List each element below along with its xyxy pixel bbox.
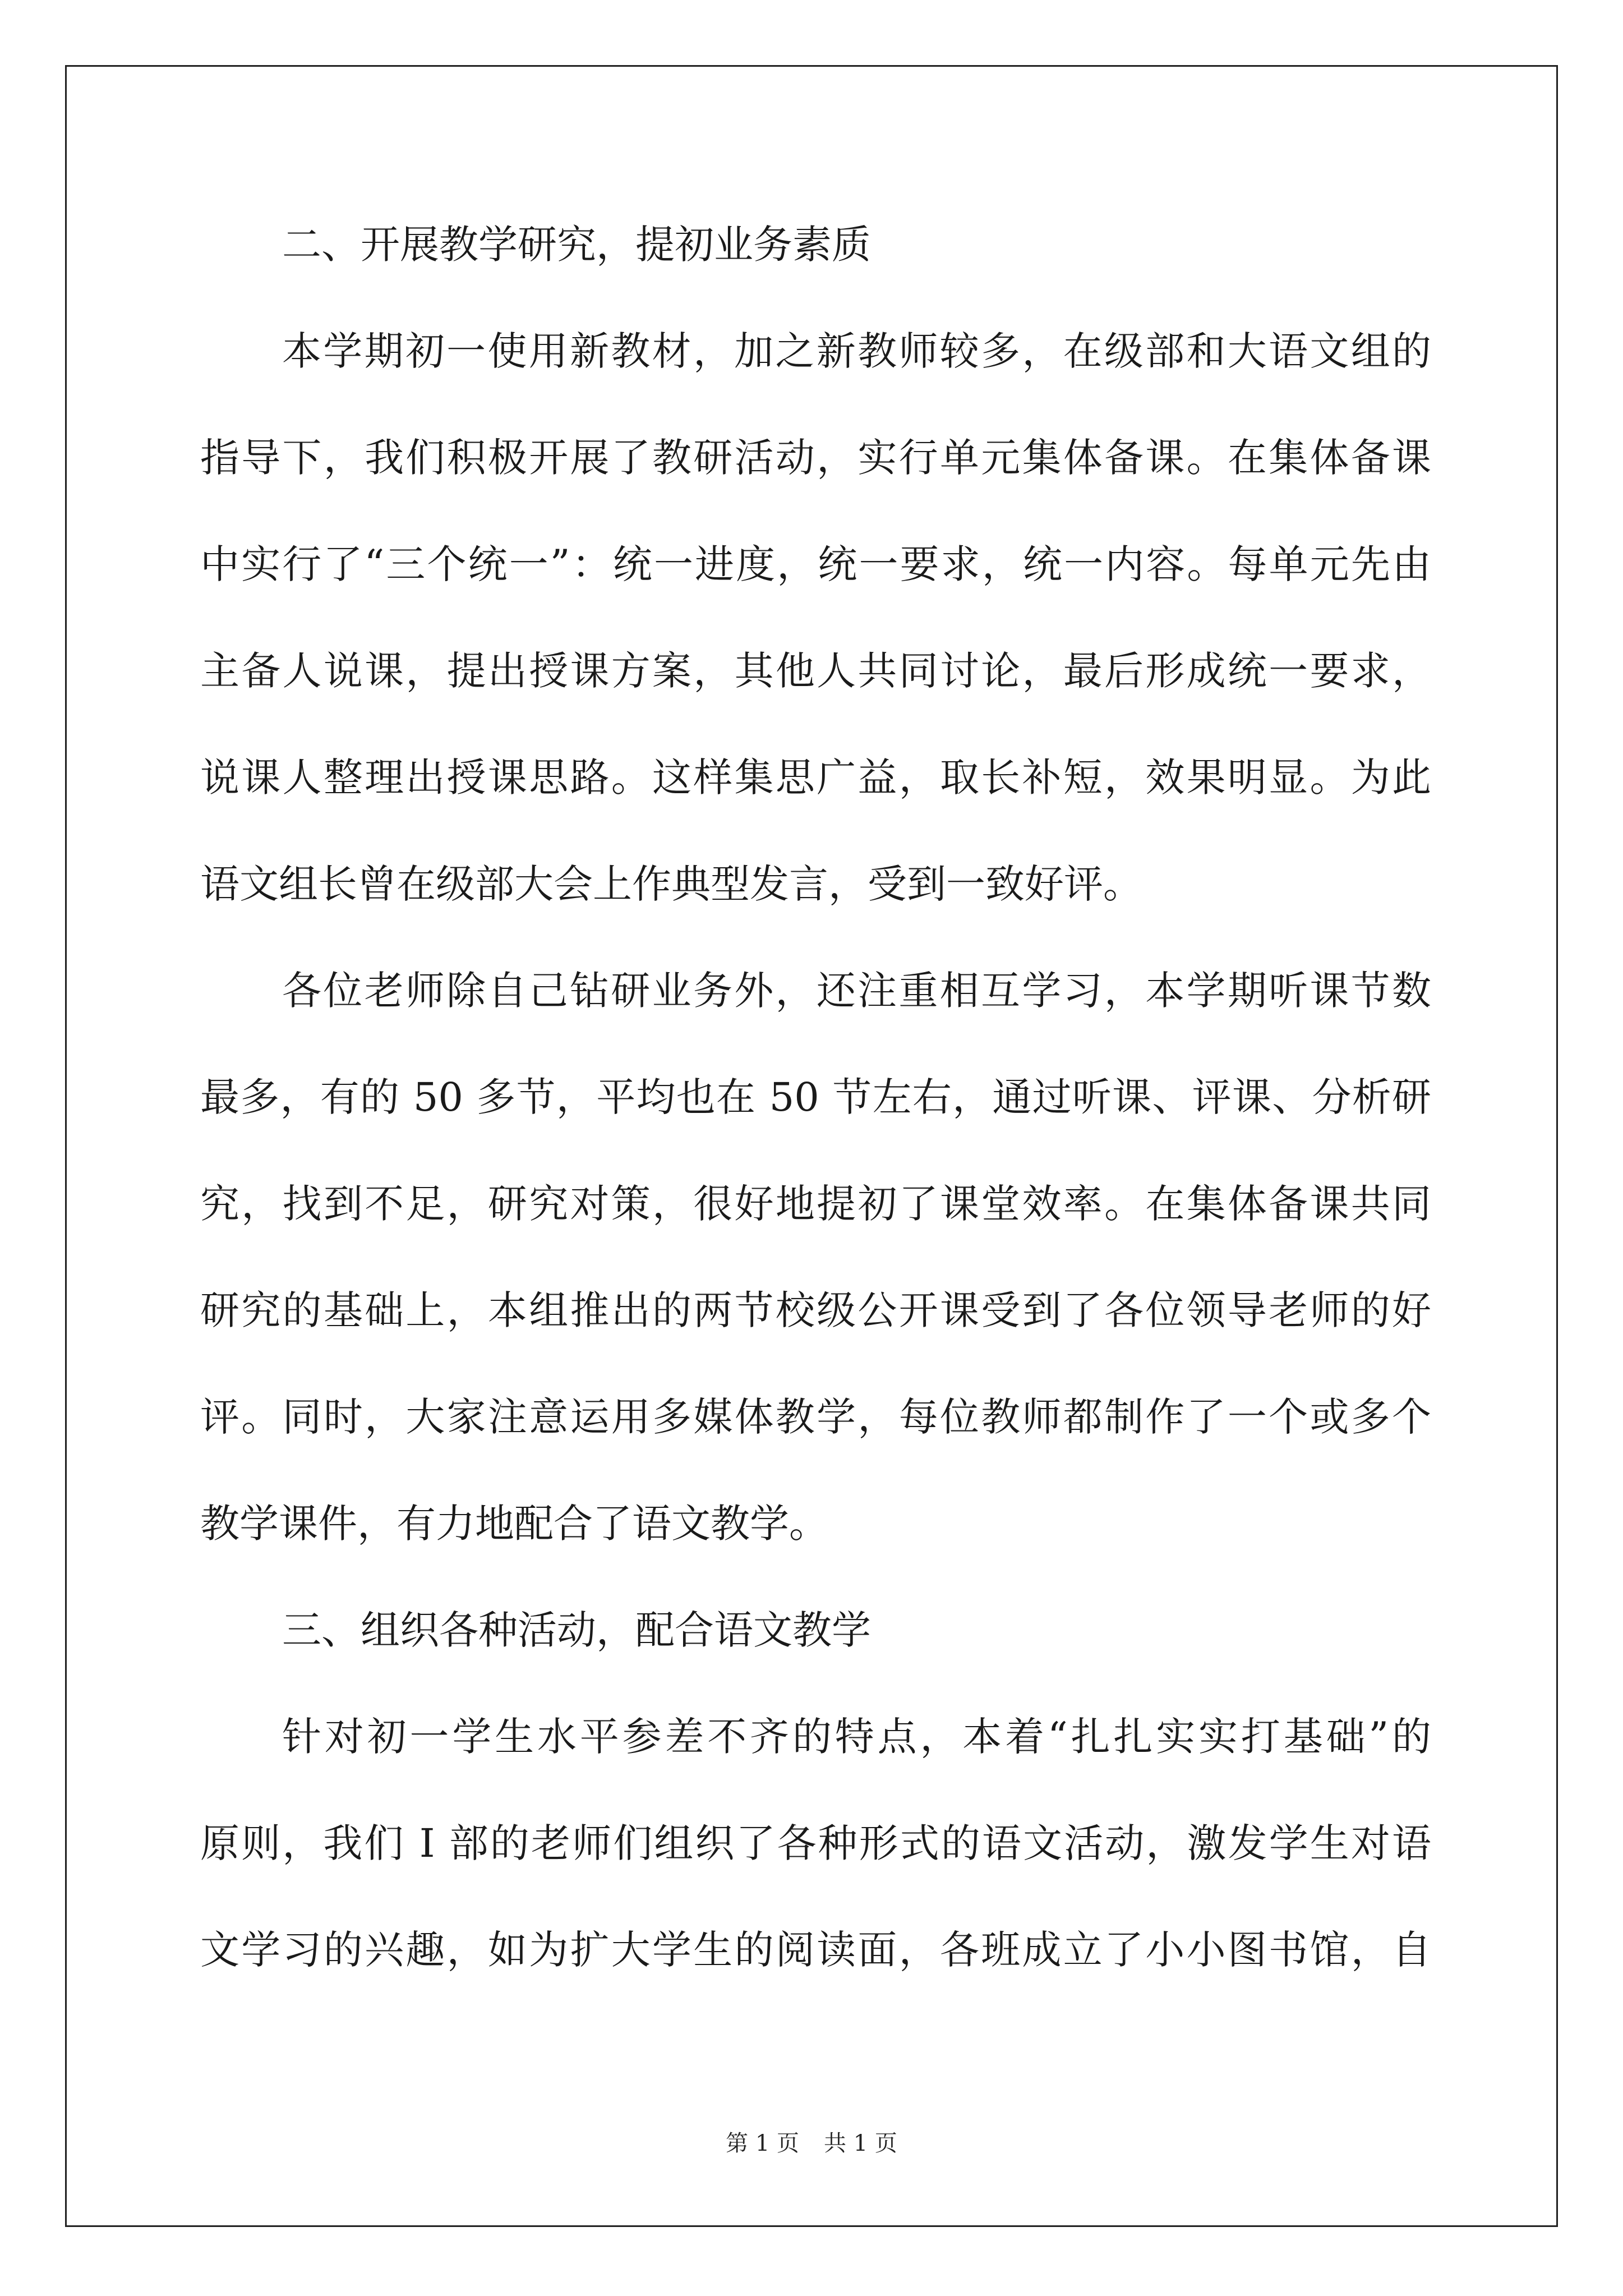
paragraph-line: 文学习的兴趣，如为扩大学生的阅读面，各班成立了小小图书馆，自 bbox=[200, 1927, 1431, 1973]
section-heading-2: 二、开展教学研究，提初业务素质 bbox=[282, 222, 871, 268]
paragraph-line: 究，找到不足，研究对策，很好地提初了课堂效率。在集体备课共同 bbox=[200, 1181, 1431, 1227]
paragraph-line: 主备人说课，提出授课方案，其他人共同讨论，最后形成统一要求， bbox=[200, 648, 1431, 694]
paragraph-line: 最多，有的 50 多节，平均也在 50 节左右，通过听课、评课、分析研 bbox=[200, 1074, 1431, 1120]
paragraph-line: 各位老师除自己钻研业务外，还注重相互学习，本学期听课节数 bbox=[282, 968, 1431, 1014]
paragraph-line: 评。同时，大家注意运用多媒体教学，每位教师都制作了一个或多个 bbox=[200, 1394, 1431, 1440]
page-number: 第 1 页 bbox=[726, 2131, 799, 2156]
paragraph-line: 原则，我们 I 部的老师们组织了各种形式的语文活动，激发学生对语 bbox=[200, 1820, 1431, 1866]
document-body bbox=[200, 211, 1431, 2023]
page-footer bbox=[0, 2127, 1623, 2160]
section-heading-3: 三、组织各种活动，配合语文教学 bbox=[282, 1607, 871, 1653]
paragraph-line: 研究的基础上，本组推出的两节校级公开课受到了各位领导老师的好 bbox=[200, 1287, 1431, 1333]
paragraph-line: 本学期初一使用新教材，加之新教师较多，在级部和大语文组的 bbox=[282, 328, 1431, 374]
paragraph-line: 针对初一学生水平参差不齐的特点，本着“扎扎实实打基础”的 bbox=[282, 1714, 1431, 1760]
paragraph-line: 指导下，我们积极开展了教研活动，实行单元集体备课。在集体备课 bbox=[200, 435, 1431, 481]
paragraph-line: 说课人整理出授课思路。这样集思广益，取长补短，效果明显。为此 bbox=[200, 754, 1431, 800]
paragraph-line: 语文组长曾在级部大会上作典型发言，受到一致好评。 bbox=[200, 861, 1142, 907]
page-total: 共 1 页 bbox=[824, 2131, 897, 2156]
paragraph-line: 中实行了“三个统一”：统一进度，统一要求，统一内容。每单元先由 bbox=[200, 541, 1431, 587]
paragraph-line: 教学课件，有力地配合了语文教学。 bbox=[200, 1501, 828, 1547]
